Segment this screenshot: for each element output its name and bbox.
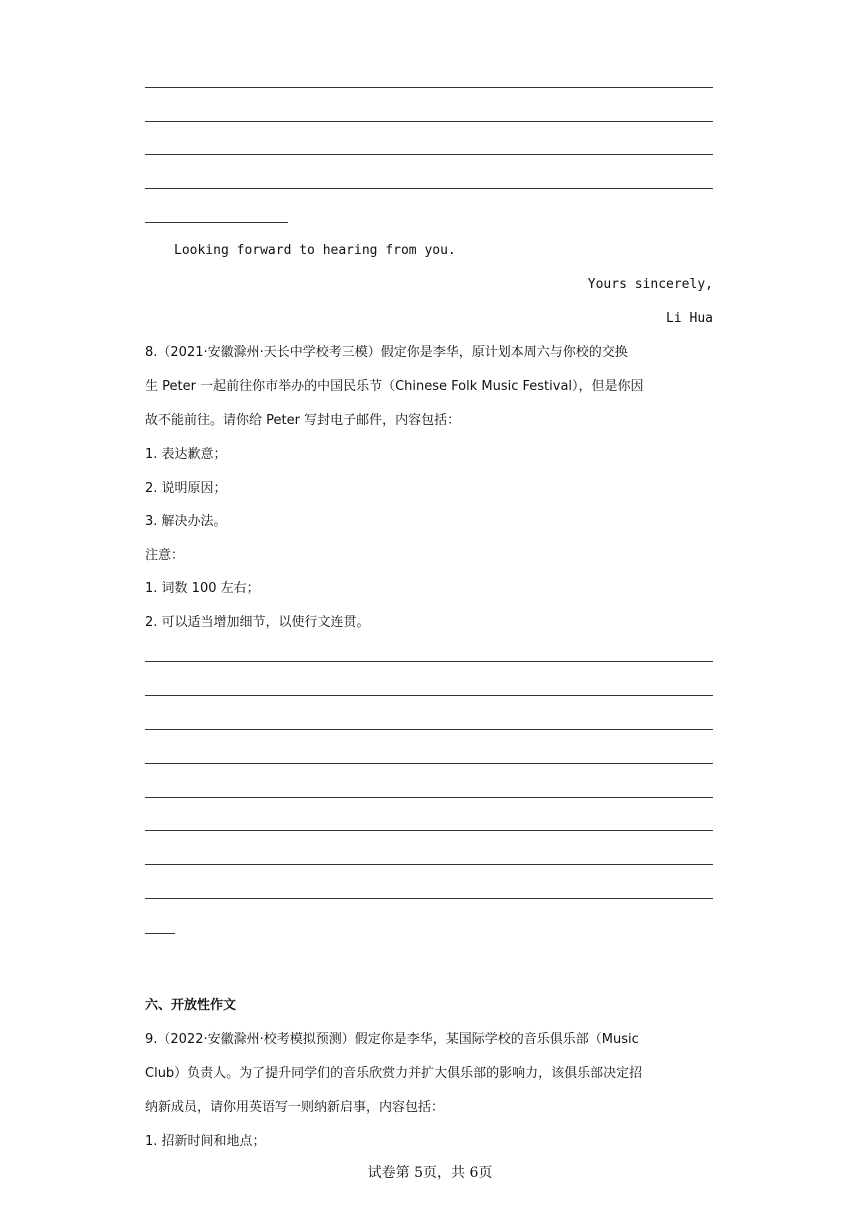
q8-note-label: 注意： (145, 548, 185, 563)
answer-line (145, 864, 713, 865)
q8-note: 2. 可以适当增加细节，以使行文连贯。 (145, 615, 370, 630)
answer-line (145, 830, 713, 831)
answer-line (145, 797, 713, 798)
q9-prompt-line: Club）负责人。为了提升同学们的音乐欣赏力并扩大俱乐部的影响力，该俱乐部决定招 (145, 1066, 643, 1081)
letter-looking-forward: Looking forward to hearing from you. (174, 243, 456, 258)
q8-item: 1. 表达歉意； (145, 447, 227, 462)
q9-item: 1. 招新时间和地点； (145, 1134, 266, 1149)
q8-prompt-line: 8.（2021·安徽滁州·天长中学校考三模）假定你是李华，原计划本周六与你校的交换 (145, 345, 628, 360)
q8-note: 1. 词数 100 左右； (145, 581, 260, 596)
q8-item: 2. 说明原因； (145, 481, 227, 496)
answer-line (145, 154, 713, 155)
answer-line (145, 763, 713, 764)
answer-line (145, 121, 713, 122)
answer-line (145, 898, 713, 899)
q8-item: 3. 解决办法。 (145, 514, 227, 529)
answer-line (145, 729, 713, 730)
letter-closing: Yours sincerely, (587, 277, 713, 292)
answer-line (145, 188, 713, 189)
answer-line (145, 695, 713, 696)
answer-line (145, 87, 713, 88)
q8-prompt-line: 生 Peter 一起前往你市举办的中国民乐节（Chinese Folk Music Festival），但是你因 (145, 379, 644, 394)
page-footer: 试卷第 5页，共 6页 (367, 1165, 493, 1181)
answer-line-short (145, 933, 175, 934)
letter-signature: Li Hua (666, 311, 713, 326)
q9-prompt-line: 纳新成员，请你用英语写一则纳新启事，内容包括： (145, 1100, 445, 1115)
q9-prompt-line: 9.（2022·安徽滁州·校考模拟预测）假定你是李华，某国际学校的音乐俱乐部（Music (145, 1032, 639, 1047)
answer-line (145, 661, 713, 662)
answer-line-short (145, 222, 288, 223)
q8-prompt-line: 故不能前往。请你给 Peter 写封电子邮件，内容包括： (145, 413, 461, 428)
section-heading: 六、开放性作文 (145, 998, 237, 1013)
